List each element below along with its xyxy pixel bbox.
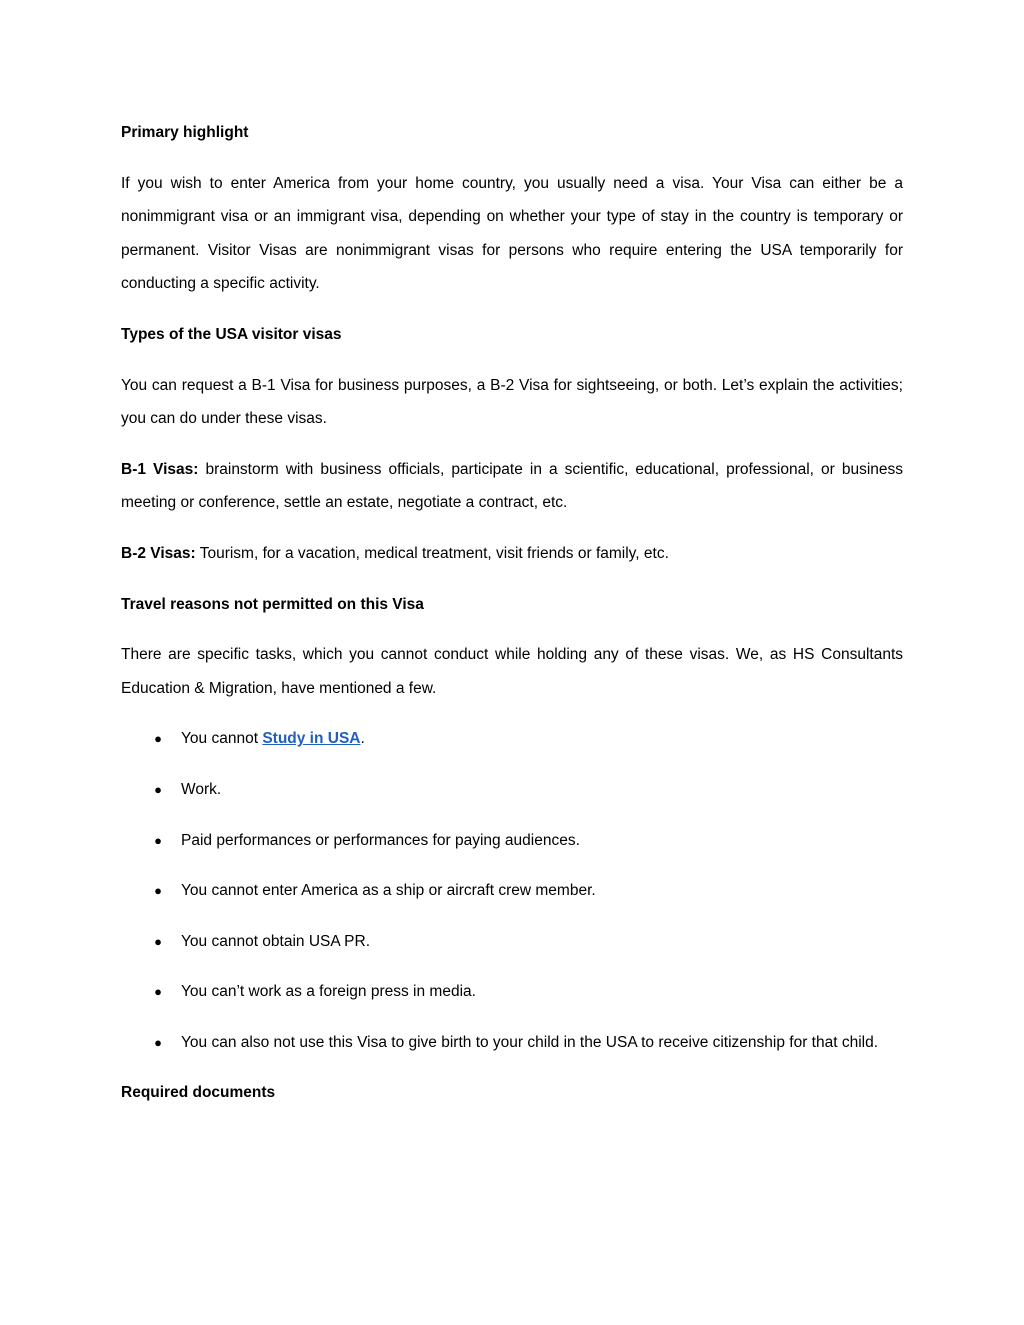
b2-paragraph bbox=[121, 537, 903, 571]
types-heading: Types of the USA visitor visas bbox=[121, 325, 342, 343]
bullet-icon: ● bbox=[154, 832, 162, 848]
document-body bbox=[121, 116, 903, 1127]
list-item-text: You can also not use this Visa to give birth to your child in the USA to receive citizenship for that child. bbox=[181, 1033, 879, 1051]
types-paragraph: You can request a B-1 Visa for business purposes, a B-2 Visa for sightseeing, or both. Let’s explain the activities; you can do under these visas. bbox=[121, 376, 903, 428]
list-item-text: You cannot obtain USA PR. bbox=[181, 932, 371, 950]
list-item bbox=[121, 1026, 903, 1060]
bullet-icon: ● bbox=[154, 1034, 162, 1050]
list-item bbox=[121, 925, 903, 959]
required-documents-heading: Required documents bbox=[121, 1084, 276, 1102]
list-item bbox=[121, 824, 903, 858]
list-item bbox=[121, 975, 903, 1009]
list-item-text: Paid performances or performances for paying audiences. bbox=[181, 831, 580, 849]
list-item-suffix: . bbox=[360, 730, 365, 748]
intro-paragraph: If you wish to enter America from your home country, you usually need a visa. Your Visa can either be a nonimmigrant visa or an immigrant visa, depending on whether your type of stay in the country is temporary or permanent. Visitor Visas are nonimmigrant visas for persons who require entering the USA temporarily for conducting a specific activity. bbox=[121, 174, 903, 293]
bullet-icon: ● bbox=[154, 933, 162, 949]
b2-text: Tourism, for a vacation, medical treatment, visit friends or family, etc. bbox=[195, 544, 669, 562]
list-item-text: You can’t work as a foreign press in media. bbox=[181, 983, 476, 1001]
list-item bbox=[121, 722, 903, 756]
b1-text: brainstorm with business officials, participate in a scientific, educational, professional, or business meeting or conference, settle an estate, negotiate a contract, etc. bbox=[121, 460, 904, 512]
bullet-icon: ● bbox=[154, 731, 162, 747]
list-item-text: You cannot enter America as a ship or aircraft crew member. bbox=[181, 882, 596, 900]
travel-reasons-paragraph: There are specific tasks, which you cannot conduct while holding any of these visas. We, as HS Consultants Education & Migration, have mentioned a few. bbox=[121, 646, 903, 697]
bullet-icon: ● bbox=[154, 984, 162, 1000]
list-item-text: You cannot bbox=[181, 730, 263, 748]
list-item bbox=[121, 773, 903, 807]
b1-paragraph bbox=[121, 453, 903, 520]
study-in-usa-link[interactable]: Study in USA bbox=[262, 730, 361, 748]
b1-label: B-1 Visas: bbox=[121, 460, 199, 478]
travel-reasons-heading: Travel reasons not permitted on this Visa bbox=[121, 595, 424, 613]
list-item bbox=[121, 874, 903, 908]
list-item-text: Work. bbox=[181, 780, 222, 798]
not-permitted-list bbox=[121, 722, 903, 1059]
primary-highlight-heading: Primary highlight bbox=[121, 124, 249, 141]
b2-label: B-2 Visas: bbox=[121, 544, 196, 562]
bullet-icon: ● bbox=[154, 883, 162, 899]
bullet-icon: ● bbox=[154, 781, 162, 797]
